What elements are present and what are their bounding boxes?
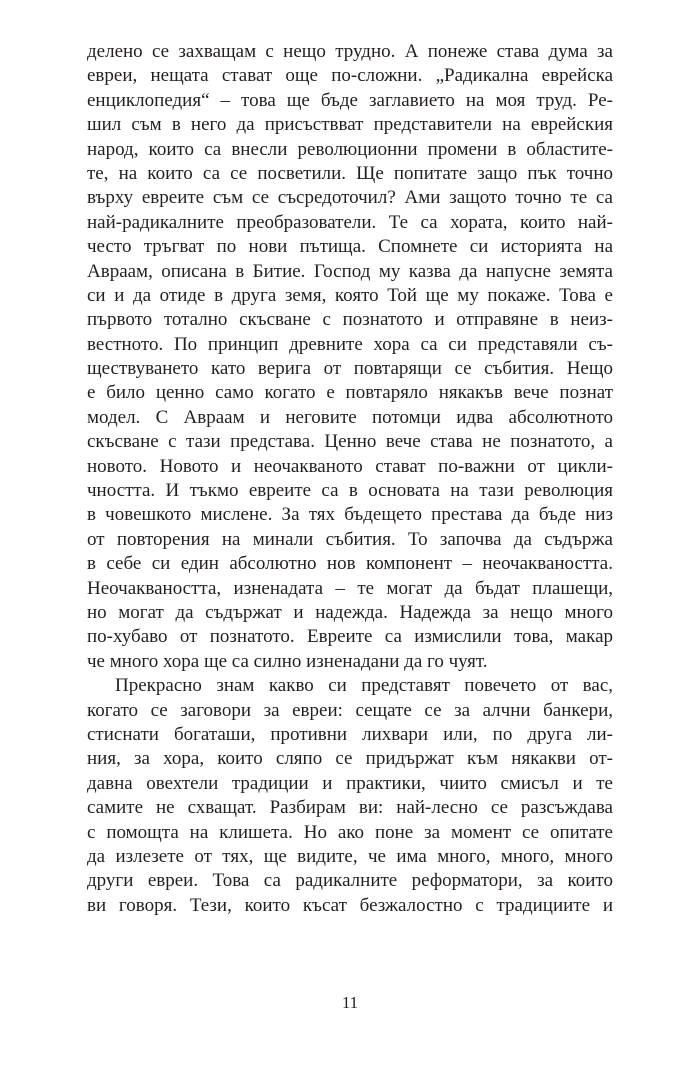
text-line: енциклопедия“ – това ще бъде заглавието на моя труд. Ре- [87, 89, 613, 111]
text-line: модел. С Авраам и неговите потомци идва абсолютното [87, 406, 613, 428]
text-line: вестното. По принцип древните хора са си представяли съ- [87, 333, 613, 355]
text-line: те, на които са се посветили. Ще попитате защо пък точно [87, 162, 613, 184]
text-line: самите не схващат. Разбирам ви: най-лесно се разсъждава [87, 797, 613, 819]
text-line: от повторения на минали събития. То започва да съдържа [87, 528, 613, 550]
text-line: делено се захващам с нещо трудно. А понеже става дума за [87, 41, 613, 62]
paragraph-1 [87, 40, 613, 674]
text-line: стиснати богаташи, противни лихвари или, по друга ли- [87, 723, 613, 745]
text-line: е било ценно само когато е повтаряло някакъв вече познат [87, 382, 613, 404]
text-line: давна овехтели традиции и практики, чиито смисъл и те [87, 772, 613, 794]
text-line: новото. Новото и неочакваното стават по-важни от цикли- [87, 455, 613, 477]
text-line: ществуването като верига от повтарящи се събития. Нещо [87, 358, 613, 380]
text-line: шил съм в него да присъствват представители на еврейския [87, 114, 613, 136]
text-line: да излезете от тях, ще видите, че има много, много, много [87, 845, 613, 867]
page-number: 11 [341, 993, 359, 1012]
text-line: в човешкото мислене. За тях бъдещето престава да бъде низ [87, 504, 613, 526]
text-line: скъсване с тази представа. Ценно вече става не познатото, а [87, 431, 613, 453]
text-line: Прекрасно знам какво си представят повечето от вас, [115, 675, 613, 697]
paragraph-2 [87, 674, 613, 918]
text-line: често тръгват по нови пътища. Спомнете си историята на [87, 236, 613, 258]
text-line: когато се заговори за евреи: сещате се за алчни банкери, [87, 699, 613, 721]
text-line: върху евреите съм се съсредоточил? Ами защото точно те са [87, 187, 613, 209]
text-line: ви говоря. Тези, които късат безжалостно с традициите и [87, 894, 613, 916]
text-line: първото тотално скъсване с познатото и отправяне в неиз- [87, 309, 613, 331]
text-line: че много хора ще са силно изненадани да го чуят. [87, 650, 488, 672]
text-line: Авраам, описана в Битие. Господ му казва да напусне земята [87, 260, 613, 282]
text-line: си и да отиде в друга земя, която Той ще му покаже. Това е [87, 284, 613, 306]
text-line: в себе си един абсолютно нов компонент – неочакваността. [87, 553, 613, 575]
body-text [87, 40, 613, 918]
text-line: чността. И тъкмо евреите са в основата на тази революция [87, 480, 613, 502]
text-line: други евреи. Това са радикалните реформатори, за които [87, 870, 613, 892]
text-line: по-хубаво от познатото. Евреите са измислили това, макар [87, 626, 613, 648]
text-line: но могат да съдържат и надежда. Надежда за нещо много [87, 601, 613, 623]
text-line: евреи, нещата стават още по-сложни. „Радикална еврейска [87, 65, 613, 87]
text-line: с помощта на клишета. Но ако поне за момент се опитате [87, 821, 613, 843]
text-line: най-радикалните преобразователи. Те са хората, които най- [87, 211, 613, 233]
text-line: ния, за хора, които сляпо се придържат към някакви от- [87, 748, 613, 770]
text-line: Неочакваността, изненадата – те могат да бъдат плашещи, [87, 577, 613, 599]
text-line: народ, които са внесли революционни промени в областите- [87, 138, 613, 160]
